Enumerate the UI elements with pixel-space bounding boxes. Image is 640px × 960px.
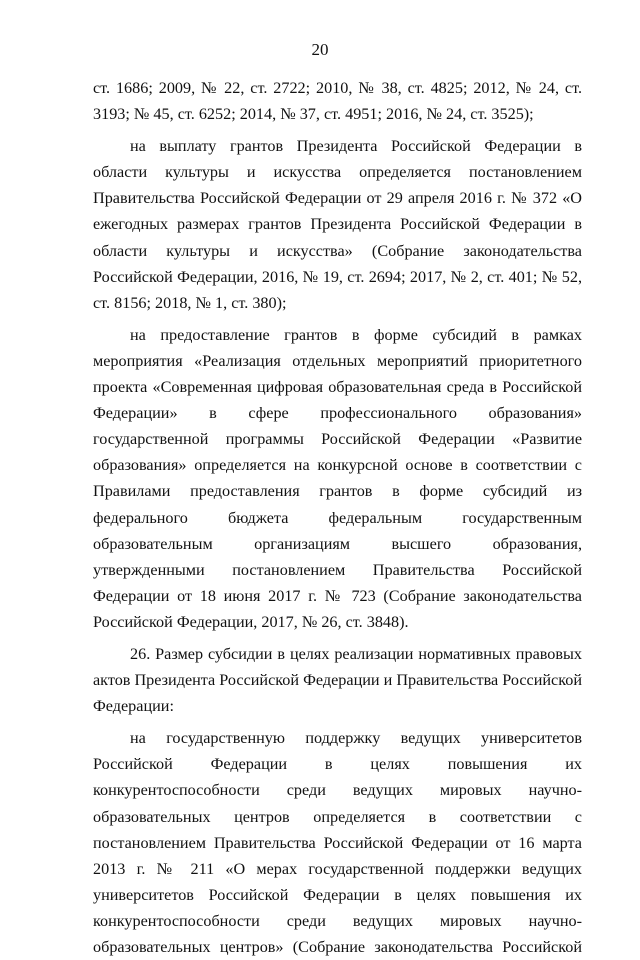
- paragraph-presidential-grants: на выплату грантов Президента Российской Федерации в области культуры и искусства определяется постановлением Правительства Российской Федерации от 29 апреля 2016 г. № 372 «О ежегодных размерах грантов Президента Российской Федерации в области культуры и искусства» (Собрание законодательства Российской Федерации, 2016, № 19, ст. 2694; 2017, № 2, ст. 401; № 52, ст. 8156; 2018, № 1, ст. 380);: [93, 137, 582, 312]
- paragraph-grant-subsidies: на предоставление грантов в форме субсидий в рамках мероприятия «Реализация отдельных мероприятий приоритетного проекта «Современная цифровая образовательная среда в Российской Федерации» в сфере профессионального образования» государственной программы Российской Федерации «Развитие образования» определяется на конкурсной основе в соответствии с Правилами предоставления грантов в форме субсидий из федерального бюджета федеральным государственным образовательным организациям высшего образования, утвержденными постановлением Правительства Российской Федерации от 18 июня 2017 г. № 723 (Собрание законодательства Российской Федерации, 2017, № 26, ст. 3848).: [93, 325, 582, 631]
- paragraph-university-support: на государственную поддержку ведущих университетов Российской Федерации в целях повышения их конкурентоспособности среди ведущих мировых научно-образовательных центров определяется в соответствии с постановлением Правительства Российской Федерации от 16 марта 2013 г. № 211 «О мерах государственной поддержки ведущих университетов Российской Федерации в целях повышения их конкурентоспособности среди ведущих мировых научно-образовательных центров» (Собрание законодательства Российской: [93, 729, 582, 956]
- page-number: 20: [311, 40, 329, 59]
- document-body: [93, 75, 582, 960]
- paragraph-section-26: 26. Размер субсидии в целях реализации нормативных правовых актов Президента Российской Федерации и Правительства Российской Федерации:: [93, 644, 583, 716]
- paragraph-citation-continuation: ст. 1686; 2009, № 22, ст. 2722; 2010, № 38, ст. 4825; 2012, № 24, ст. 3193; № 45, ст. 6252; 2014, № 37, ст. 4951; 2016, № 24, ст. 3525);: [93, 79, 582, 124]
